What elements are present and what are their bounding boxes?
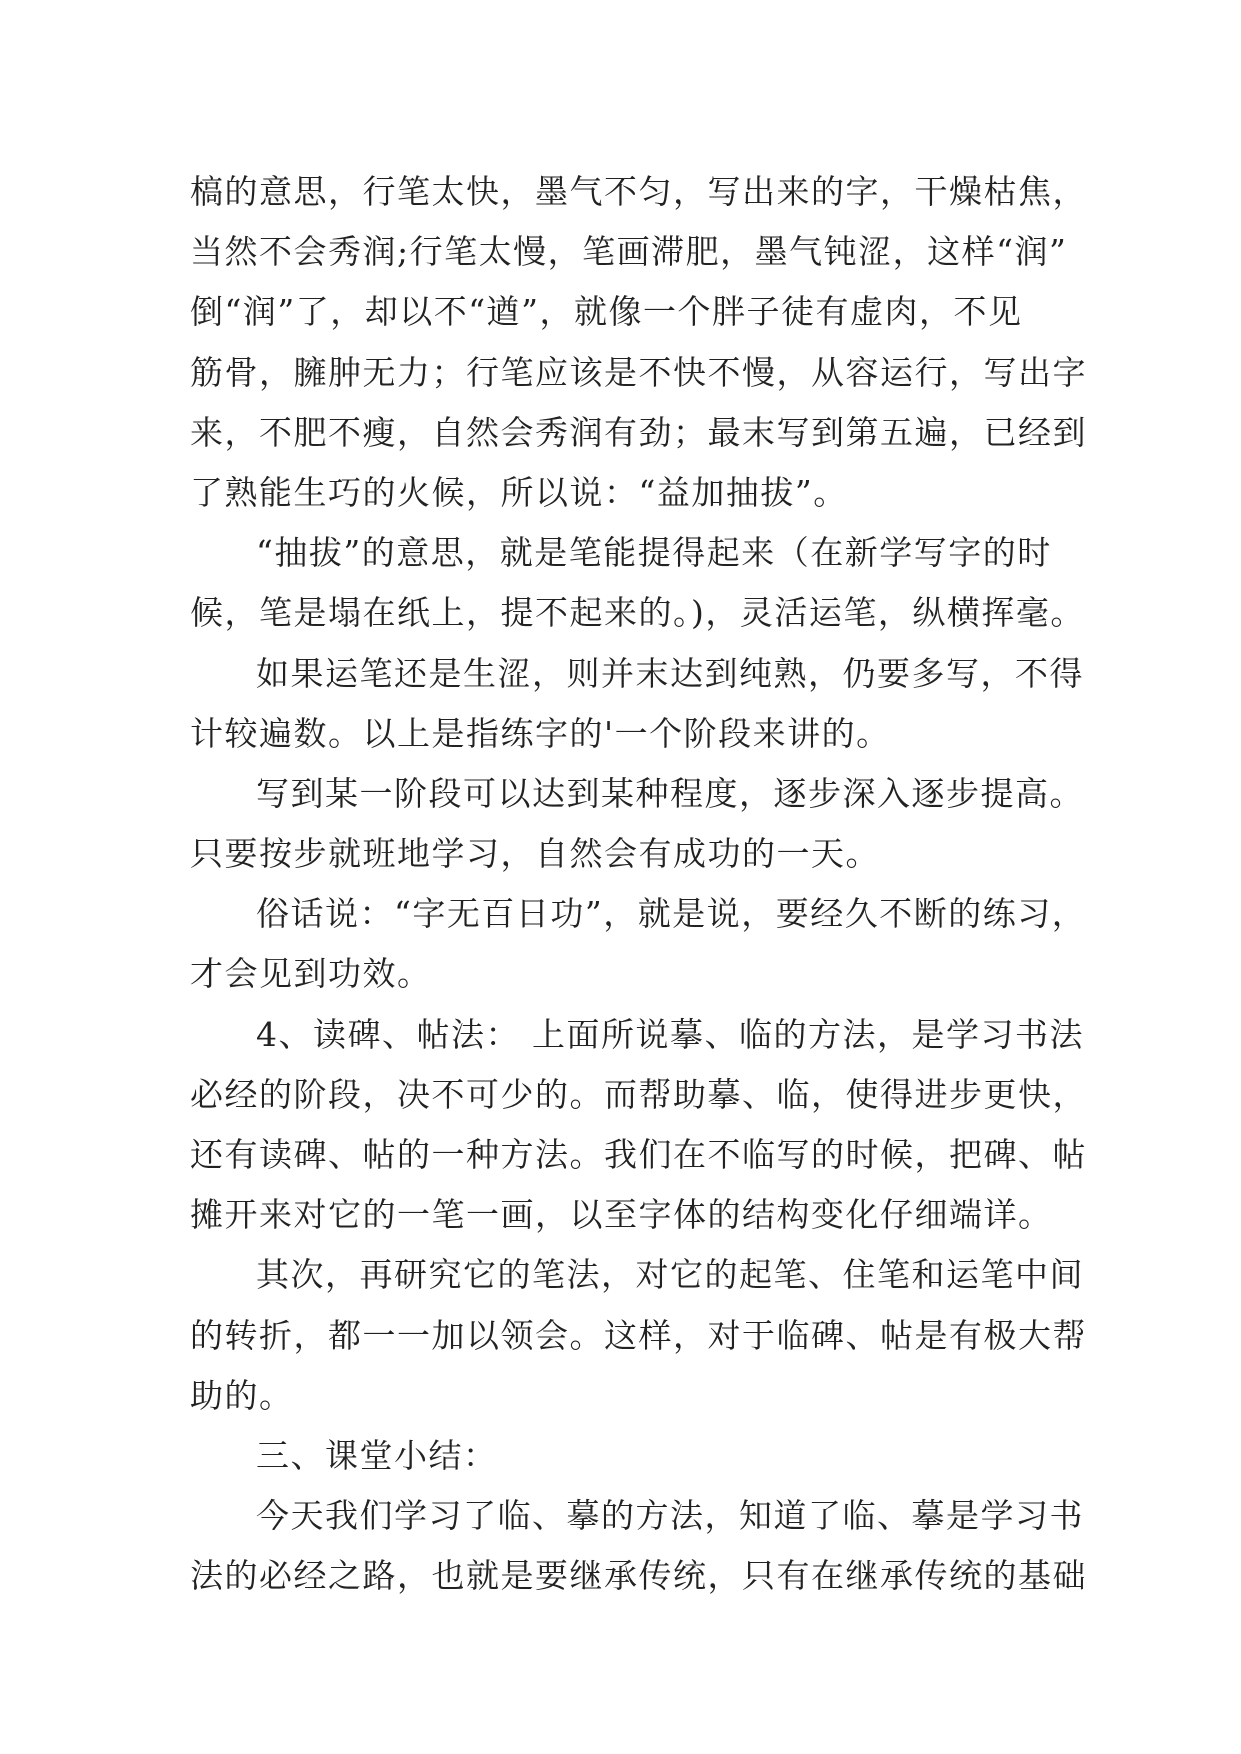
text-line: 写到某一阶段可以达到某种程度，逐步深入逐步提高。	[256, 773, 1084, 813]
text-line: 只要按步就班地学习，自然会有成功的一天。	[190, 834, 880, 874]
text-line: 俗话说：“字无百日功”，就是说，要经久不断的练习，	[256, 894, 1087, 934]
text-line: 筋骨，臃肿无力；行笔应该是不快不慢，从容运行，写出字	[190, 352, 1087, 392]
text-line: 倒“润”了，却以不“遒”，就像一个胖子徒有虚肉，不见	[190, 292, 1023, 332]
text-line: 计较遍数。以上是指练字的'一个阶段来讲的。	[190, 713, 891, 753]
text-line: 三、课堂小结：	[256, 1435, 498, 1475]
text-line: 才会见到功效。	[190, 954, 432, 994]
text-line: “抽拔”的意思，就是笔能提得起来（在新学写字的时	[256, 533, 1052, 573]
text-line: 当然不会秀润;行笔太慢，笔画滞肥，墨气钝涩，这样“润”	[190, 232, 1068, 272]
text-line: 来，不肥不瘦，自然会秀润有劲；最末写到第五遍，已经到	[190, 412, 1087, 452]
text-line: 槁的意思，行笔太快，墨气不匀，写出来的字，干燥枯焦，	[190, 172, 1087, 211]
text-line: 如果运笔还是生涩，则并末达到纯熟，仍要多写，不得	[256, 653, 1084, 693]
text-line: 法的必经之路，也就是要继承传统，只有在继承传统的基础	[190, 1556, 1087, 1596]
text-line: 候，笔是塌在纸上，提不起来的。)，灵活运笔，纵横挥毫。	[190, 593, 1085, 633]
text-line: 助的。	[190, 1375, 294, 1415]
text-line: 的转折，都一一加以领会。这样，对于临碑、帖是有极大帮	[190, 1315, 1087, 1355]
text-line: 摊开来对它的一笔一画，以至字体的结构变化仔细端详。	[190, 1195, 1053, 1235]
text-line: 4、读碑、帖法： 上面所说摹、临的方法，是学习书法	[256, 1014, 1084, 1054]
text-line: 了熟能生巧的火候，所以说：“益加抽拔”。	[190, 472, 848, 512]
document-body	[190, 162, 1087, 1607]
text-line: 还有读碑、帖的一种方法。我们在不临写的时候，把碑、帖	[190, 1135, 1087, 1174]
text-line: 其次，再研究它的笔法，对它的起笔、住笔和运笔中间	[256, 1255, 1084, 1295]
text-line: 今天我们学习了临、摹的方法，知道了临、摹是学习书	[256, 1496, 1084, 1536]
text-line: 必经的阶段，决不可少的。而帮助摹、临，使得进步更快，	[190, 1074, 1087, 1114]
